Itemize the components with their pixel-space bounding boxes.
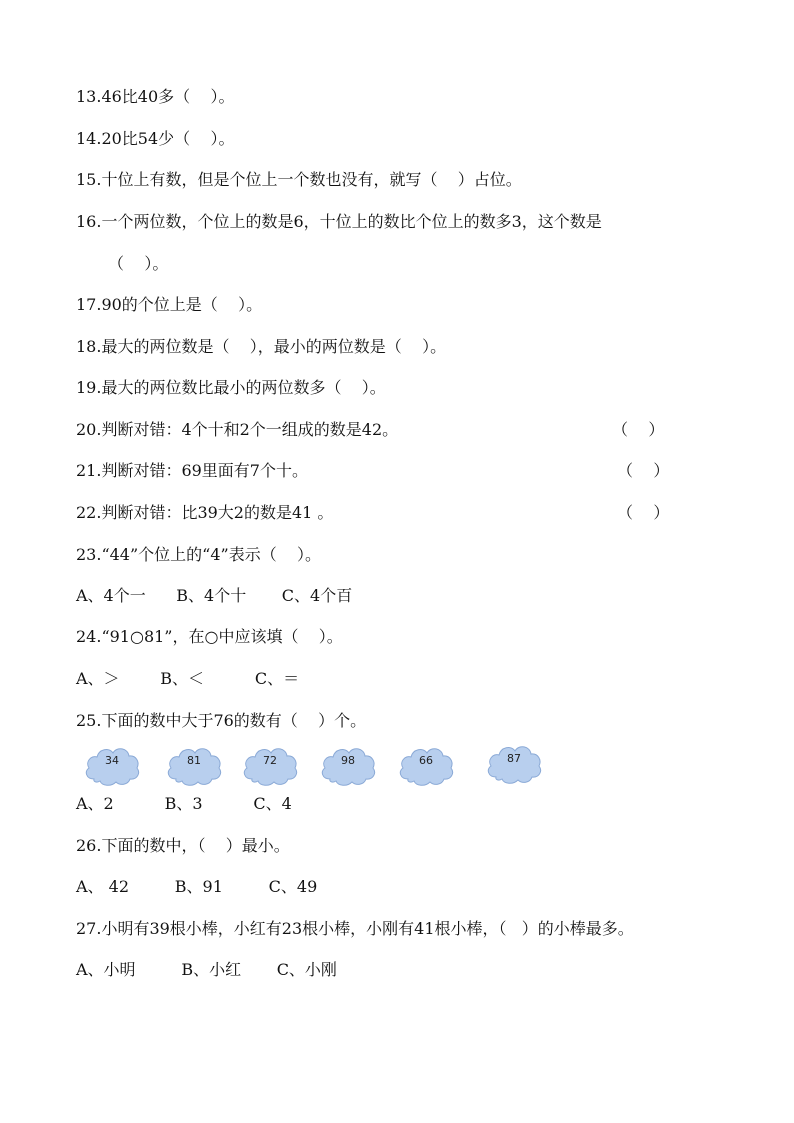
question-24: 24.“91○81”，在○中应该填（ ）。 <box>76 627 343 646</box>
question-26-options: A、 42 B、91 C、49 <box>76 877 318 896</box>
number-cloud <box>396 741 456 789</box>
question-16-answer-blank: （ ）。 <box>108 254 169 273</box>
question-13: 13.46比40多（ ）。 <box>76 87 235 106</box>
question-17: 17.90的个位上是（ ）。 <box>76 295 263 314</box>
question-25-options: A、2 B、3 C、4 <box>76 794 292 813</box>
number-cloud <box>318 741 378 789</box>
question-22: 22.判断对错：比39大2的数是41 。 <box>76 503 334 522</box>
number-cloud <box>164 741 224 789</box>
number-cloud <box>484 739 544 787</box>
cloud-number: 34 <box>105 754 119 767</box>
question-24-options: A、＞ B、＜ C、＝ <box>76 669 300 688</box>
question-18: 18.最大的两位数是（ ），最小的两位数是（ ）。 <box>76 337 447 356</box>
question-26: 26.下面的数中，（ ）最小。 <box>76 836 290 855</box>
question-21: 21.判断对错：69里面有7个十。 <box>76 461 308 480</box>
cloud-number: 98 <box>341 754 355 767</box>
question-21-judge-blank: （ ） <box>617 461 670 480</box>
question-20: 20.判断对错：4个十和2个一组成的数是42。 <box>76 420 399 439</box>
number-cloud <box>240 741 300 789</box>
question-16: 16.一个两位数，个位上的数是6，十位上的数比个位上的数多3，这个数是 <box>76 212 602 231</box>
question-23: 23.“44”个位上的“4”表示（ ）。 <box>76 545 322 564</box>
cloud-number: 66 <box>419 754 433 767</box>
question-27-options: A、小明 B、小红 C、小刚 <box>76 960 337 979</box>
question-20-judge-blank: （ ） <box>612 420 665 439</box>
question-25: 25.下面的数中大于76的数有（ ）个。 <box>76 711 367 730</box>
question-23-options: A、4个一 B、4个十 C、4个百 <box>76 586 353 605</box>
question-15: 15.十位上有数，但是个位上一个数也没有，就写（ ）占位。 <box>76 170 522 189</box>
question-14: 14.20比54少（ ）。 <box>76 129 235 148</box>
cloud-number: 81 <box>187 754 201 767</box>
number-clouds <box>80 741 560 789</box>
cloud-number: 87 <box>507 752 521 765</box>
question-22-judge-blank: （ ） <box>617 503 670 522</box>
cloud-number: 72 <box>263 754 277 767</box>
question-27: 27.小明有39根小棒，小红有23根小棒，小刚有41根小棒，（ ）的小棒最多。 <box>76 919 634 938</box>
question-19: 19.最大的两位数比最小的两位数多（ ）。 <box>76 378 386 397</box>
number-cloud <box>82 741 142 789</box>
